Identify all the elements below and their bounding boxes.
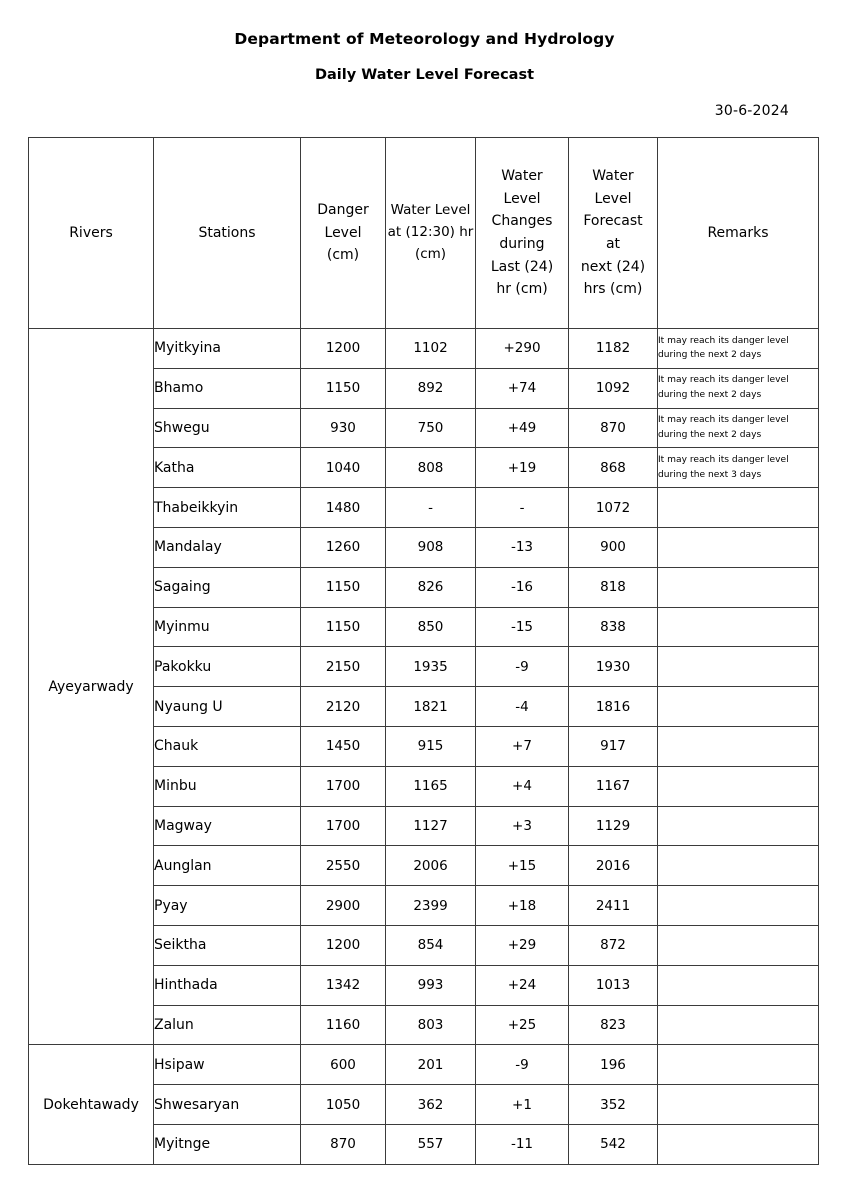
column-header-water-level [386, 138, 476, 329]
remarks-cell [658, 329, 819, 369]
remarks-cell [658, 1085, 819, 1125]
water-level-forecast-cell: 872 [569, 925, 658, 965]
water-level-cell: 2006 [386, 846, 476, 886]
water-level-change-cell: +1 [476, 1085, 569, 1125]
danger-level-cell: 1480 [301, 488, 386, 528]
header-line: Level [594, 190, 632, 207]
water-level-cell: - [386, 488, 476, 528]
remarks-cell [658, 408, 819, 448]
document-header [0, 0, 849, 84]
water-level-change-cell: +7 [476, 726, 569, 766]
remarks-cell [658, 925, 819, 965]
remark-line: It may reach its danger level [658, 415, 789, 426]
station-name-cell: Magway [154, 806, 301, 846]
danger-level-cell: 1050 [301, 1085, 386, 1125]
table-header [29, 138, 819, 329]
danger-level-cell: 1342 [301, 965, 386, 1005]
water-level-change-cell: +4 [476, 766, 569, 806]
river-name-cell: Dokehtawady [29, 1045, 154, 1164]
water-level-cell: 850 [386, 607, 476, 647]
danger-level-cell: 1160 [301, 1005, 386, 1045]
water-level-change-cell: -15 [476, 607, 569, 647]
report-date: 30-6-2024 [714, 102, 789, 119]
remarks-cell [658, 1005, 819, 1045]
danger-level-cell: 1150 [301, 368, 386, 408]
remark-line: It may reach its danger level [658, 455, 789, 466]
header-line: Level [324, 224, 362, 241]
station-name-cell: Hinthada [154, 965, 301, 1005]
water-level-forecast-cell: 1013 [569, 965, 658, 1005]
danger-level-cell: 1450 [301, 726, 386, 766]
column-header-danger-level [301, 138, 386, 329]
header-line: Water [501, 167, 543, 184]
water-level-change-cell: +18 [476, 886, 569, 926]
water-level-change-cell: +49 [476, 408, 569, 448]
water-level-change-cell: - [476, 488, 569, 528]
report-title: Daily Water Level Forecast [314, 66, 535, 83]
water-level-cell: 826 [386, 567, 476, 607]
water-level-forecast-cell: 1129 [569, 806, 658, 846]
remarks-cell [658, 448, 819, 488]
water-level-forecast-cell: 196 [569, 1045, 658, 1085]
header-line: Level [503, 190, 541, 207]
header-line: Danger [317, 201, 369, 218]
organization-title: Department of Meteorology and Hydrology [234, 30, 615, 48]
remarks-cell [658, 846, 819, 886]
station-name-cell: Thabeikkyin [154, 488, 301, 528]
water-level-change-cell: +19 [476, 448, 569, 488]
remark-line: during the next 2 days [658, 390, 762, 401]
water-level-forecast-cell: 823 [569, 1005, 658, 1045]
water-level-change-cell: -9 [476, 1045, 569, 1085]
remarks-cell [658, 766, 819, 806]
remarks-cell [658, 368, 819, 408]
water-level-cell: 1821 [386, 687, 476, 727]
danger-level-cell: 2900 [301, 886, 386, 926]
header-row [29, 138, 819, 329]
station-name-cell: Chauk [154, 726, 301, 766]
water-level-forecast-cell: 870 [569, 408, 658, 448]
water-level-change-cell: +290 [476, 329, 569, 369]
water-level-forecast-cell: 542 [569, 1124, 658, 1164]
remark-line: during the next 2 days [658, 429, 762, 440]
header-line: hr (cm) [496, 281, 548, 298]
water-level-change-cell: +25 [476, 1005, 569, 1045]
water-level-cell: 201 [386, 1045, 476, 1085]
column-header-water-level-forecast [569, 138, 658, 329]
danger-level-cell: 1700 [301, 806, 386, 846]
water-level-forecast-cell: 1930 [569, 647, 658, 687]
station-name-cell: Shwesaryan [154, 1085, 301, 1125]
water-level-forecast-cell: 1072 [569, 488, 658, 528]
remark-line: It may reach its danger level [658, 375, 789, 386]
remarks-cell [658, 1124, 819, 1164]
water-level-change-cell: +24 [476, 965, 569, 1005]
remarks-cell [658, 607, 819, 647]
water-level-forecast-cell: 1092 [569, 368, 658, 408]
water-level-forecast-cell: 2411 [569, 886, 658, 926]
header-line: (cm) [326, 247, 360, 264]
table-body [29, 329, 819, 1165]
station-name-cell: Hsipaw [154, 1045, 301, 1085]
station-name-cell: Pakokku [154, 647, 301, 687]
station-name-cell: Mandalay [154, 527, 301, 567]
danger-level-cell: 1700 [301, 766, 386, 806]
column-header-rivers: Rivers [29, 138, 154, 329]
station-name-cell: Shwegu [154, 408, 301, 448]
water-level-cell: 2399 [386, 886, 476, 926]
remarks-cell [658, 527, 819, 567]
water-level-cell: 854 [386, 925, 476, 965]
station-name-cell: Myitnge [154, 1124, 301, 1164]
water-level-forecast-cell: 917 [569, 726, 658, 766]
station-name-cell: Katha [154, 448, 301, 488]
danger-level-cell: 1200 [301, 329, 386, 369]
water-level-cell: 908 [386, 527, 476, 567]
water-level-change-cell: -9 [476, 647, 569, 687]
station-name-cell: Myitkyina [154, 329, 301, 369]
danger-level-cell: 600 [301, 1045, 386, 1085]
header-line: (cm) [414, 245, 447, 262]
station-name-cell: Zalun [154, 1005, 301, 1045]
remark-line: It may reach its danger level [658, 335, 789, 346]
station-name-cell: Sagaing [154, 567, 301, 607]
remarks-cell [658, 488, 819, 528]
danger-level-cell: 1040 [301, 448, 386, 488]
water-level-forecast-cell: 2016 [569, 846, 658, 886]
remarks-cell [658, 567, 819, 607]
water-level-change-cell: -11 [476, 1124, 569, 1164]
water-level-cell: 993 [386, 965, 476, 1005]
header-line: Last (24) [490, 258, 554, 275]
column-header-water-level-changes [476, 138, 569, 329]
water-level-change-cell: -16 [476, 567, 569, 607]
remarks-cell [658, 726, 819, 766]
water-level-forecast-cell: 1182 [569, 329, 658, 369]
water-level-cell: 750 [386, 408, 476, 448]
column-header-remarks: Remarks [658, 138, 819, 329]
header-line: Water Level [390, 202, 471, 219]
station-name-cell: Nyaung U [154, 687, 301, 727]
river-name-cell: Ayeyarwady [29, 329, 154, 1045]
remark-line: during the next 2 days [658, 350, 762, 361]
station-name-cell: Aunglan [154, 846, 301, 886]
water-level-cell: 915 [386, 726, 476, 766]
header-line: hrs (cm) [583, 281, 643, 298]
water-level-change-cell: +74 [476, 368, 569, 408]
header-line: during [499, 236, 545, 252]
station-name-cell: Myinmu [154, 607, 301, 647]
remark-line: during the next 3 days [658, 469, 762, 480]
water-level-change-cell: +29 [476, 925, 569, 965]
water-level-cell: 892 [386, 368, 476, 408]
water-level-change-cell: -13 [476, 527, 569, 567]
remarks-cell [658, 806, 819, 846]
water-level-cell: 1102 [386, 329, 476, 369]
danger-level-cell: 1260 [301, 527, 386, 567]
water-level-forecast-cell: 1816 [569, 687, 658, 727]
water-level-cell: 557 [386, 1124, 476, 1164]
table-row [29, 1045, 819, 1085]
station-name-cell: Pyay [154, 886, 301, 926]
water-level-cell: 808 [386, 448, 476, 488]
station-name-cell: Bhamo [154, 368, 301, 408]
danger-level-cell: 1200 [301, 925, 386, 965]
header-line: Forecast [583, 213, 643, 230]
danger-level-cell: 2550 [301, 846, 386, 886]
danger-level-cell: 2150 [301, 647, 386, 687]
water-level-change-cell: +15 [476, 846, 569, 886]
header-line: at [605, 236, 621, 252]
water-level-change-cell: +3 [476, 806, 569, 846]
water-level-cell: 1127 [386, 806, 476, 846]
header-line: Water [592, 167, 634, 184]
danger-level-cell: 1150 [301, 567, 386, 607]
remarks-cell [658, 647, 819, 687]
station-name-cell: Minbu [154, 766, 301, 806]
water-level-table [28, 137, 819, 1165]
danger-level-cell: 2120 [301, 687, 386, 727]
water-level-cell: 1935 [386, 647, 476, 687]
water-level-forecast-cell: 818 [569, 567, 658, 607]
remarks-cell [658, 687, 819, 727]
water-level-change-cell: -4 [476, 687, 569, 727]
water-level-cell: 1165 [386, 766, 476, 806]
header-line: Changes [491, 213, 553, 230]
water-level-forecast-cell: 868 [569, 448, 658, 488]
header-line: next (24) [580, 258, 646, 275]
water-level-cell: 362 [386, 1085, 476, 1125]
station-name-cell: Seiktha [154, 925, 301, 965]
water-level-forecast-cell: 900 [569, 527, 658, 567]
table-row [29, 329, 819, 369]
water-level-forecast-cell: 838 [569, 607, 658, 647]
remarks-cell [658, 886, 819, 926]
danger-level-cell: 1150 [301, 607, 386, 647]
remarks-cell [658, 965, 819, 1005]
danger-level-cell: 870 [301, 1124, 386, 1164]
danger-level-cell: 930 [301, 408, 386, 448]
remarks-cell [658, 1045, 819, 1085]
water-level-forecast-cell: 1167 [569, 766, 658, 806]
water-level-forecast-cell: 352 [569, 1085, 658, 1125]
column-header-stations: Stations [154, 138, 301, 329]
header-line: at (12:30) hr [387, 224, 474, 241]
water-level-cell: 803 [386, 1005, 476, 1045]
